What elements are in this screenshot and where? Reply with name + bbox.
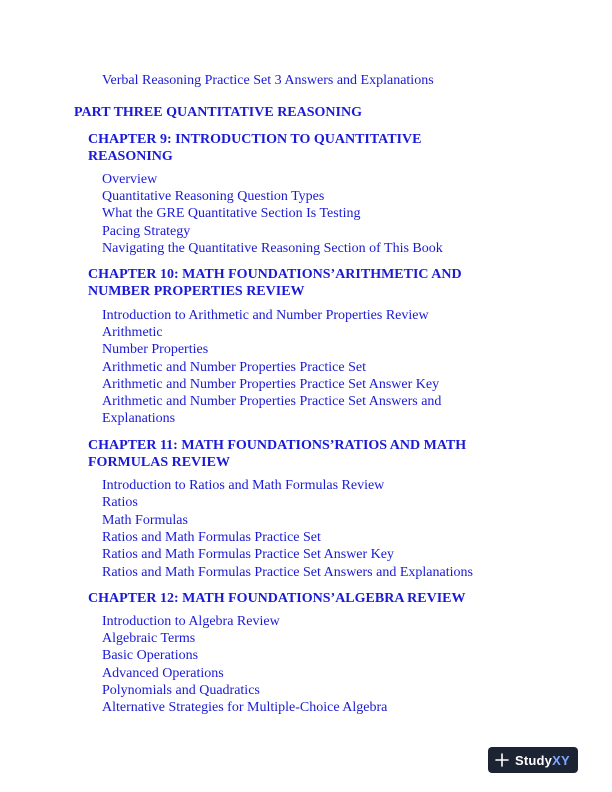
toc-item[interactable]: Number Properties [102,342,209,357]
toc-item[interactable]: What the GRE Quantitative Section Is Testing [102,206,361,221]
toc-item[interactable]: Pacing Strategy [102,224,191,239]
toc-item[interactable]: Arithmetic and Number Properties Practice Set Answers and [102,394,442,409]
part-three-heading[interactable]: PART THREE QUANTITATIVE REASONING [74,105,362,120]
toc-item-continued[interactable]: Explanations [102,411,176,426]
toc-item[interactable]: Arithmetic [102,325,163,340]
chapter-9-heading[interactable] [88,131,518,165]
chapter-11-title-line2: FORMULAS REVIEW [88,455,230,470]
toc-item[interactable]: Alternative Strategies for Multiple-Choice Algebra [102,700,388,715]
toc-item[interactable]: Ratios [102,495,138,510]
toc-entry-verbal-set3-answers[interactable]: Verbal Reasoning Practice Set 3 Answers and Explanations [102,73,434,88]
toc-item[interactable]: Introduction to Ratios and Math Formulas Review [102,478,385,493]
toc-item[interactable]: Algebraic Terms [102,631,196,646]
chapter-10-title-line2: NUMBER PROPERTIES REVIEW [88,284,305,299]
toc-item[interactable]: Ratios and Math Formulas Practice Set [102,530,321,545]
toc-item[interactable]: Math Formulas [102,513,188,528]
chapter-10-title-line1: CHAPTER 10: MATH FOUNDATIONS’ARITHMETIC AND [88,267,462,282]
toc-item[interactable]: Arithmetic and Number Properties Practice Set [102,360,366,375]
toc-item[interactable]: Introduction to Algebra Review [102,614,280,629]
toc-item[interactable]: Basic Operations [102,648,199,663]
toc-item[interactable]: Ratios and Math Formulas Practice Set Answer Key [102,547,395,562]
studyxy-watermark-badge[interactable] [488,747,578,773]
toc-item[interactable]: Polynomials and Quadratics [102,683,260,698]
toc-item[interactable]: Overview [102,172,158,187]
chapter-9-title-line1: CHAPTER 9: INTRODUCTION TO QUANTITATIVE [88,132,422,147]
chapter-12-title-line1: CHAPTER 12: MATH FOUNDATIONS’ALGEBRA REVIEW [88,591,466,606]
toc-item[interactable]: Advanced Operations [102,666,224,681]
toc-item[interactable]: Navigating the Quantitative Reasoning Section of This Book [102,241,443,256]
chapter-9-title-line2: REASONING [88,149,173,164]
toc-item[interactable]: Introduction to Arithmetic and Number Properties Review [102,308,429,323]
studyxy-logo-text: StudyXY [515,752,570,768]
toc-item[interactable]: Ratios and Math Formulas Practice Set Answers and Explanations [102,565,473,580]
toc-item[interactable]: Quantitative Reasoning Question Types [102,189,325,204]
chapter-11-title-line1: CHAPTER 11: MATH FOUNDATIONS’RATIOS AND MATH [88,438,467,453]
chapter-11-heading[interactable] [88,437,518,471]
chapter-12-heading[interactable] [88,590,518,607]
chapter-10-heading[interactable] [88,266,518,300]
plus-sparkle-icon [495,753,509,767]
toc-item[interactable]: Arithmetic and Number Properties Practice Set Answer Key [102,377,440,392]
